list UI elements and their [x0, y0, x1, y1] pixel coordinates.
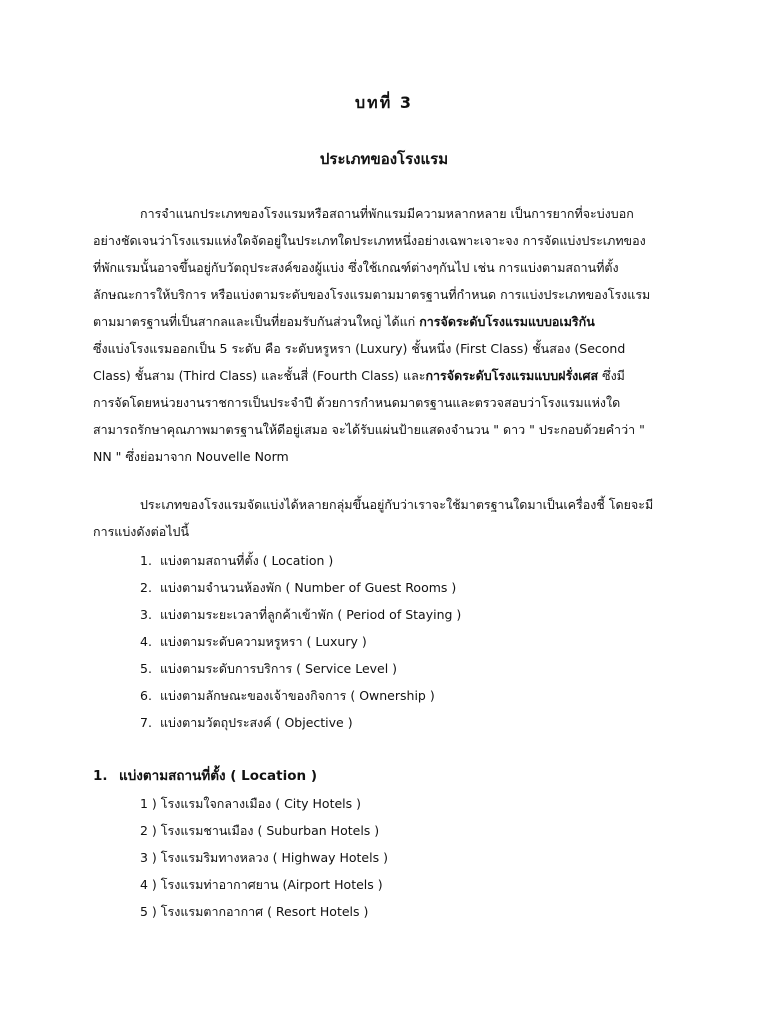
list-number: 2 ) — [140, 823, 157, 838]
list-item — [140, 655, 461, 682]
intro-paragraph — [93, 200, 677, 470]
section-number: 1. — [93, 768, 108, 784]
list-number: 3 ) — [140, 850, 157, 865]
french-rating-term: การจัดระดับโรงแรมแบบฝรั่งเศส — [425, 368, 599, 383]
list-item — [140, 574, 461, 601]
paragraph-line: อย่างชัดเจนว่าโรงแรมแห่งใดจัดอยู่ในประเภทใดประเภทหนึ่งอย่างเฉพาะเจาะจง การจัดแบ่งประเภทของ — [93, 233, 646, 248]
list-item — [140, 601, 461, 628]
paragraph-text: ซึ่งมี — [598, 368, 625, 383]
list-number: 4. — [140, 634, 152, 649]
list-number: 7. — [140, 715, 152, 730]
section-heading — [93, 764, 317, 788]
paragraph-text: ตามมาตรฐานที่เป็นสากลและเป็นที่ยอมรับกันส่วนใหญ่ ได้แก่ — [93, 314, 420, 329]
list-item — [140, 709, 461, 736]
list-item-text: แบ่งตามลักษณะของเจ้าของกิจการ ( Ownership ) — [160, 688, 435, 703]
list-item-text: โรงแรมใจกลางเมือง ( City Hotels ) — [160, 796, 362, 811]
paragraph-line: ที่พักแรมนั้นอาจขึ้นอยู่กับวัตถุประสงค์ของผู้แบ่ง ซึ่งใช้เกณฑ์ต่างๆกันไป เช่น การแบ่งตามสถานที่ตั้ง — [93, 260, 619, 275]
classification-paragraph — [93, 491, 677, 545]
paragraph-line: ลักษณะการให้บริการ หรือแบ่งตามระดับของโรงแรมตามมาตรฐานที่กำหนด การแบ่งประเภทของโรงแรม — [93, 287, 651, 302]
paragraph-text: Class) ชั้นสาม (Third Class) และชั้นสี่ (Fourth Class) และ — [93, 368, 426, 383]
list-item — [140, 898, 388, 925]
american-rating-term: การจัดระดับโรงแรมแบบอเมริกัน — [419, 314, 595, 329]
paragraph-line — [93, 362, 677, 389]
list-item — [140, 790, 388, 817]
list-item-text: โรงแรมริมทางหลวง ( Highway Hotels ) — [160, 850, 388, 865]
list-item — [140, 817, 388, 844]
list-item-text: โรงแรมท่าอากาศยาน (Airport Hotels ) — [160, 877, 383, 892]
list-item-text: แบ่งตามระยะเวลาที่ลูกค้าเข้าพัก ( Period of Staying ) — [160, 607, 462, 622]
list-item-text: โรงแรมตากอากาศ ( Resort Hotels ) — [160, 904, 369, 919]
list-number: 1. — [140, 553, 152, 568]
criteria-list — [140, 547, 461, 736]
paragraph-line: การแบ่งดังต่อไปนี้ — [93, 524, 190, 539]
list-item — [140, 547, 461, 574]
paragraph-line: NN " ซึ่งย่อมาจาก Nouvelle Norm — [93, 449, 289, 464]
list-number: 6. — [140, 688, 152, 703]
list-number: 5. — [140, 661, 152, 676]
chapter-heading: บทที่ 3 — [355, 93, 413, 112]
list-item — [140, 844, 388, 871]
list-item-text: แบ่งตามจำนวนห้องพัก ( Number of Guest Rooms ) — [160, 580, 457, 595]
list-number: 4 ) — [140, 877, 157, 892]
list-number: 2. — [140, 580, 152, 595]
list-item — [140, 682, 461, 709]
list-item-text: แบ่งตามระดับความหรูหรา ( Luxury ) — [160, 634, 367, 649]
list-item-text: แบ่งตามวัตถุประสงค์ ( Objective ) — [160, 715, 353, 730]
list-item-text: แบ่งตามสถานที่ตั้ง ( Location ) — [160, 553, 334, 568]
chapter-title: ประเภทของโรงแรม — [319, 150, 449, 168]
paragraph-line: ซึ่งแบ่งโรงแรมออกเป็น 5 ระดับ คือ ระดับหรูหรา (Luxury) ชั้นหนึ่ง (First Class) ชั้นสอง (Second — [93, 341, 626, 356]
paragraph-line: การจำแนกประเภทของโรงแรมหรือสถานที่พักแรมมีความหลากหลาย เป็นการยากที่จะบ่งบอก — [140, 206, 634, 221]
list-number: 3. — [140, 607, 152, 622]
list-item-text: แบ่งตามระดับการบริการ ( Service Level ) — [160, 661, 398, 676]
list-number: 1 ) — [140, 796, 157, 811]
paragraph-line: การจัดโดยหน่วยงานราชการเป็นประจำปี ด้วยการกำหนดมาตรฐานและตรวจสอบว่าโรงแรมแห่งใด — [93, 395, 621, 410]
paragraph-line: สามารถรักษาคุณภาพมาตรฐานให้ดีอยู่เสมอ จะได้รับแผ่นป้ายแสดงจำนวน " ดาว " ประกอบด้วยคำว่า " — [93, 422, 645, 437]
section-title: แบ่งตามสถานที่ตั้ง ( Location ) — [119, 768, 317, 784]
location-types-list — [140, 790, 388, 925]
list-item — [140, 628, 461, 655]
list-item-text: โรงแรมชานเมือง ( Suburban Hotels ) — [160, 823, 380, 838]
paragraph-line: ประเภทของโรงแรมจัดแบ่งได้หลายกลุ่มขึ้นอยู่กับว่าเราจะใช้มาตรฐานใดมาเป็นเครื่องชี้ โดยจะมี — [140, 497, 654, 512]
paragraph-line — [93, 308, 677, 335]
list-number: 5 ) — [140, 904, 157, 919]
list-item — [140, 871, 388, 898]
